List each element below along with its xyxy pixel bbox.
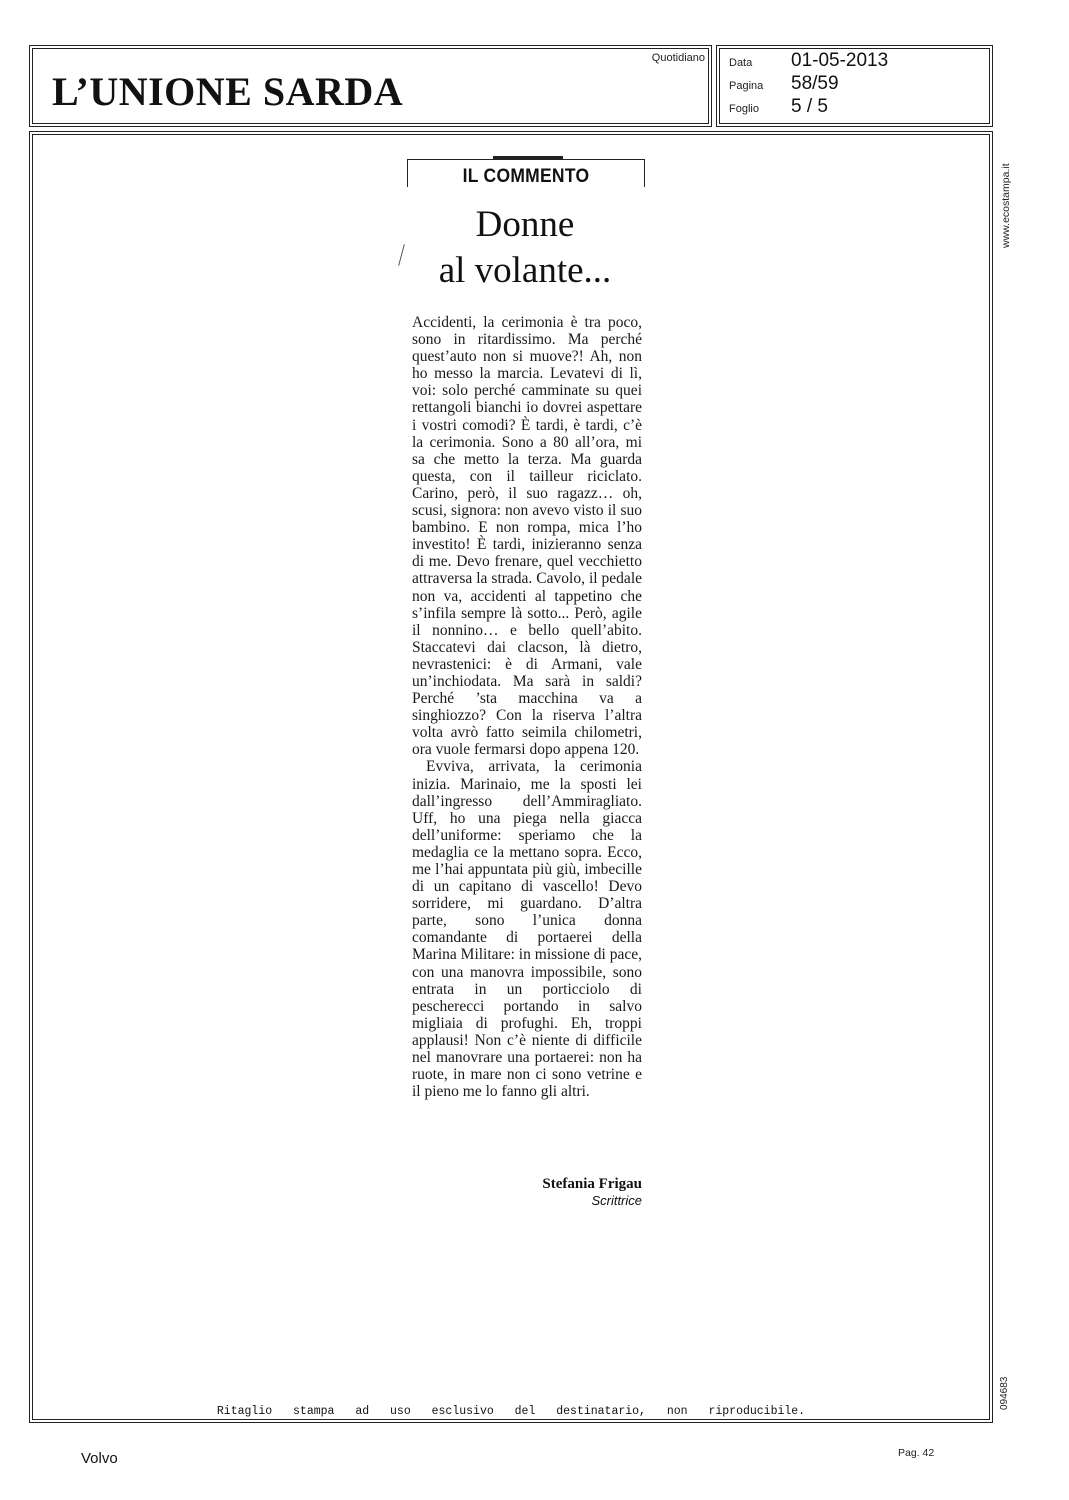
date-label: Data (729, 57, 753, 69)
metadata-box (716, 45, 993, 127)
paragraph-1: Accidenti, la cerimonia è tra poco, sono in ritardissimo. Ma perché quest’auto non si muove?! Ah, non ho messo la marcia. Levatevi di lì, voi: solo perché camminate su quei rettangoli bianchi io dovrei aspettare i vostri comodi? È tardi, è tardi, c’è la cerimonia. Sono a 80 all’ora, mi sa che metto la terza. Ma guarda questa, con il tailleur riciclato. Carino, però, il suo ragazz… oh, scusi, signora: non avevo visto il suo bambino. E non rompa, mica l’ho investito! È tardi, inizieranno senza di me. Devo frenare, quel vecchietto attraversa la strada. Cavolo, il pedale non va, accidenti al tappetino che s’infila sempre là sotto... Però, agile il nonnino… e bello quell’abito. Staccatevi dai clacson, là dietro, nevrastenici: è di Armani, vale un’inchiodata. Ma sarà in saldi? Perché ’sta macchina va a singhiozzo? Con la riserva l’altra volta avrò fatto seimila chilometri, ora vuole fermarsi dopo appena 120. (412, 314, 642, 759)
headline-line-2: al volante... (438, 250, 612, 291)
author-name: Stefania Frigau (542, 1176, 642, 1192)
sheet-row (729, 96, 979, 120)
section-tab-bar (493, 156, 563, 160)
section-label: IL COMMENTO (462, 166, 590, 187)
headline-line-1: Donne (475, 204, 575, 245)
clipping-code: 094683 (999, 1376, 1010, 1410)
publication-type: Quotidiano (651, 52, 705, 64)
page-label: Pagina (729, 80, 764, 92)
website-url: www.ecostampa.it (1000, 163, 1012, 248)
byline (412, 1175, 642, 1209)
article-body (412, 314, 642, 1100)
page-value: 58/59 (791, 73, 839, 94)
masthead-box (29, 45, 712, 127)
section-header (407, 159, 645, 187)
sheet-label: Foglio (729, 103, 759, 115)
sheet-value: 5 / 5 (791, 96, 828, 117)
author-role: Scrittrice (591, 1193, 642, 1208)
date-value: 01-05-2013 (791, 50, 889, 71)
newspaper-name: L’UNIONE SARDA (52, 69, 404, 114)
disclaimer: Ritaglio stampa ad uso esclusivo del destinatario, non riproducibile. (216, 1405, 806, 1418)
date-row (729, 50, 979, 74)
page-row (729, 73, 979, 97)
client-name: Volvo (81, 1450, 118, 1467)
paragraph-2: Evviva, arrivata, la cerimonia inizia. Marinaio, me la sposti lei dall’ingresso dell’Ammiragliato. Uff, ho una piega nella giacca dell’uniforme: speriamo che la medaglia ce la mettano sopra. Ecco, me l’hai appuntata più giù, imbecille di un capitano di vascello! Devo sorridere, mi guardano. D’altra parte, sono l’unica donna comandante di portaerei della Marina Militare: in missione di pace, con una manovra impossibile, sono entrata in un porticciolo di pescherecci portando in salvo migliaia di profughi. Eh, troppi applausi! Non c’è niente di difficile nel manovrare una portaerei: non ha ruote, in mare non ci sono vetrine e il pieno me lo fanno gli altri. (412, 758, 642, 1101)
headline (400, 202, 650, 294)
page-number: Pag. 42 (898, 1447, 935, 1459)
